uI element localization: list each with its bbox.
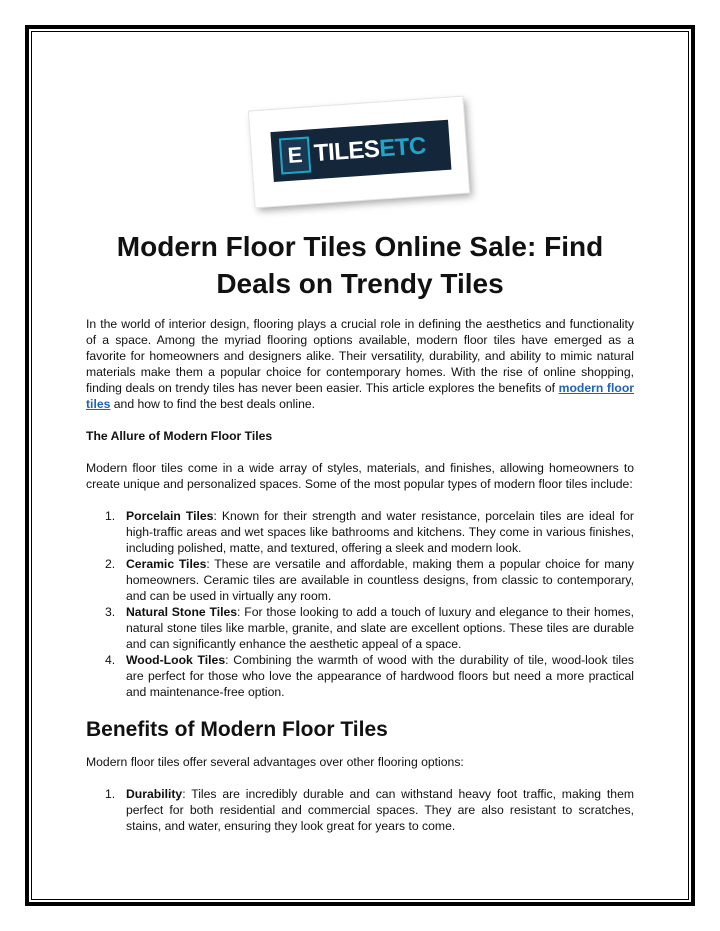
- section2-heading: Benefits of Modern Floor Tiles: [86, 718, 388, 741]
- list-item: [86, 508, 634, 556]
- list-number: 1.: [105, 509, 116, 523]
- intro-text-before-link: In the world of interior design, flooring plays a crucial role in defining the aesthetics and functionality of a space. Among the myriad flooring options available, modern floor tiles have emerged as a favorite for homeowners and designers alike. Their versatility, durability, and ability to mimic natural materials make them a popular choice for contemporary homes. With the rise of online shopping, finding deals on trendy tiles has never been easier. This article explores the benefits of: [86, 317, 634, 395]
- section2-paragraph: Modern floor tiles offer several advantages over other flooring options:: [86, 755, 464, 769]
- tile-types-list: [86, 508, 634, 700]
- list-number: 2.: [105, 557, 116, 571]
- intro-paragraph: [86, 316, 634, 412]
- list-number: 3.: [105, 605, 116, 619]
- logo-word-accent: ETC: [378, 132, 427, 163]
- section1-paragraph: Modern floor tiles come in a wide array of styles, materials, and finishes, allowing homeowners to create unique and personalized spaces. Some of the most popular types of modern floor tiles include:: [86, 461, 634, 491]
- list-item-term: Natural Stone Tiles: [126, 605, 238, 619]
- list-item: [86, 652, 634, 700]
- list-item: [86, 556, 634, 604]
- page-title: Modern Floor Tiles Online Sale: Find Deals on Trendy Tiles: [116, 231, 604, 299]
- list-item-term: Ceramic Tiles: [126, 557, 207, 571]
- list-number: 1.: [105, 787, 116, 801]
- list-item-text: : These are versatile and affordable, making them a popular choice for many homeowners. Ceramic tiles are available in countless designs, from classic to contemporary, and can be used in virtually any room.: [126, 557, 634, 603]
- list-item-term: Porcelain Tiles: [126, 509, 214, 523]
- list-item-text: : For those looking to add a touch of luxury and elegance to their homes, natural stone tiles like marble, granite, and slate are excellent options. These tiles are durable and can significantly enhance the aesthetic appeal of a space.: [126, 605, 635, 651]
- list-number: 4.: [105, 653, 116, 667]
- list-item: [86, 604, 634, 652]
- logo-wordmark: [313, 132, 427, 168]
- section1-heading: The Allure of Modern Floor Tiles: [86, 429, 273, 443]
- logo-banner: [270, 120, 451, 182]
- logo-word-main: TILES: [313, 135, 381, 168]
- list-item: [86, 786, 634, 834]
- list-item-term: Durability: [126, 787, 183, 801]
- company-logo: [249, 97, 469, 208]
- list-item-text: : Tiles are incredibly durable and can withstand heavy foot traffic, making them perfect for both residential and commercial spaces. They are also resistant to scratches, stains, and water, ensuring they look great for years to come.: [126, 787, 634, 833]
- list-item-term: Wood-Look Tiles: [126, 653, 226, 667]
- logo-tile-icon: [279, 136, 311, 174]
- intro-text-after-link: and how to find the best deals online.: [110, 397, 316, 411]
- modern-floor-tiles-link[interactable]: modern floor tiles: [86, 381, 635, 411]
- benefits-list: [86, 786, 634, 834]
- article-body: [86, 228, 634, 850]
- logo-mark-letter: E: [286, 141, 304, 168]
- list-item-text: : Combining the warmth of wood with the durability of tile, wood-look tiles are perfect for those who love the appearance of hardwood floors but need a more practical and maintenance-free option.: [126, 653, 634, 699]
- list-item-text: : Known for their strength and water resistance, porcelain tiles are ideal for high-traffic areas and wet spaces like bathrooms and kitchens. They come in various finishes, including polished, matte, and textured, offering a sleek and modern look.: [126, 509, 634, 555]
